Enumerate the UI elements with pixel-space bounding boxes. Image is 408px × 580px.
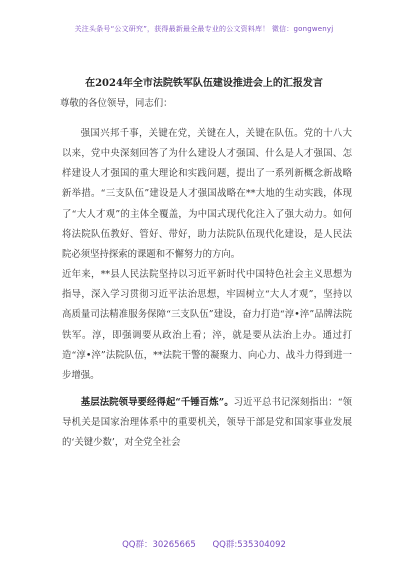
document-title: 在2024年全市法院铁军队伍建设推进会上的汇报发言 — [85, 78, 323, 89]
paragraph-3 — [62, 393, 352, 453]
paragraph-2: 近年来，**县人民法院坚持以习近平新时代中国特色社会主义思想为指导，深入学习贯彻习近平法治思想，牢固树立“大人才观”，坚持以高质量司法精准服务保障“三支队伍”建设，奋力打造“淳•淬”品牌法院铁军。淳，即强调要从政治上看；淬，就是要从法治上办。通过打造“淳•淬”法院队伍，**法院干警的凝聚力、向心力、战斗力得到进一步增强。 — [62, 269, 352, 381]
paragraph-1: 强国兴邦千事，关键在党，关键在人，关键在队伍。党的十八大以来，党中央深刻回答了为什么建设人才强国、什么是人才强国、怎样建设人才强国的重大理论和实践问题，提出了一系列新概念新战略新举措。“三支队伍”建设是人才强国战略在**大地的生动实践，体现了“大人才观”的主体全覆盖，为中国式现代化注入了强大动力。如何将法院队伍教好、管好、带好，助力法院队伍现代化建设，是人民法院必须坚持探索的课题和不懈努力的方向。 — [62, 128, 352, 260]
document-body — [62, 124, 352, 454]
greeting: 尊敬的各位领导，同志们： — [60, 98, 173, 109]
footer-qq-group-2: QQ群:535304092 — [212, 540, 286, 550]
footer-contacts — [0, 538, 408, 550]
watermark-banner: 关注头条号“公文研究”，获得最新最全最专业的公文资料库！ 微信：gongwenyj — [74, 25, 334, 33]
paragraph-3-heading: 基层法院领导要经得起“千锤百炼”。 — [80, 397, 234, 409]
footer-qq-group-1: QQ群：30265665 — [122, 540, 196, 550]
paragraph-3-text: 习近平总书记深刻指出：“领导机关是国家治理体系中的重要机关，领导干部是党和国家事业发展的‘关键少数’，对全党全社会 — [62, 397, 352, 449]
